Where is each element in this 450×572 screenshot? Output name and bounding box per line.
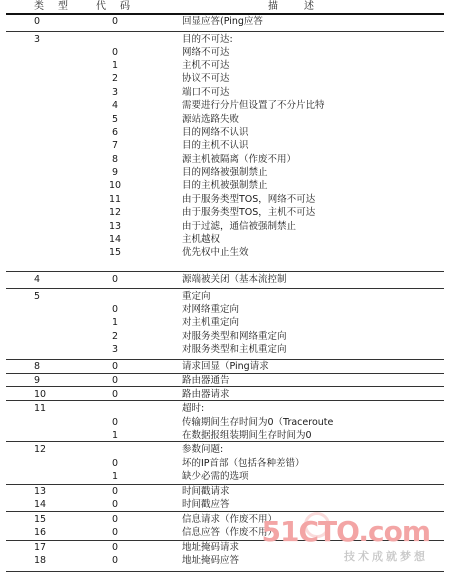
row-code: 0 — [111, 274, 119, 285]
row-code: 0 — [111, 527, 119, 538]
row-type: 8 — [34, 361, 41, 372]
row-description: 目的主机不认识 — [182, 140, 249, 151]
row-type: 4 — [34, 274, 41, 285]
row-description: 目的主机被强制禁止 — [182, 180, 268, 191]
row-code: 0 — [111, 389, 119, 400]
row-description: 回显应答(Ping应答 — [182, 16, 263, 27]
row-code: 15 — [108, 247, 122, 258]
row-description: 地址掩码请求 — [182, 542, 240, 553]
row-divider — [6, 386, 444, 387]
row-code: 1 — [111, 60, 119, 71]
row-code: 8 — [111, 154, 119, 165]
row-description: 信息应答（作废不用） — [182, 527, 278, 538]
row-description: 由于服务类型TOS，主机不可达 — [182, 207, 316, 218]
row-divider — [6, 359, 444, 360]
row-code: 3 — [111, 87, 119, 98]
row-code: 10 — [108, 180, 122, 191]
row-type: 5 — [34, 291, 41, 302]
row-description: 对网络重定向 — [182, 304, 240, 315]
row-code: 9 — [111, 167, 119, 178]
row-code: 0 — [111, 486, 119, 497]
row-code: 0 — [111, 458, 119, 469]
row-type: 12 — [34, 444, 47, 455]
row-description: 时间戳请求 — [182, 486, 230, 497]
row-description: 目的网络被强制禁止 — [182, 167, 268, 178]
row-code: 0 — [111, 47, 119, 58]
watermark-slogan: 技术成就梦想 — [344, 550, 428, 563]
row-description: 对主机重定向 — [182, 317, 240, 328]
row-code: 1 — [111, 471, 119, 482]
row-code: 0 — [111, 514, 119, 525]
row-code: 1 — [111, 317, 119, 328]
row-description: 路由器请求 — [182, 389, 230, 400]
row-code: 3 — [111, 344, 119, 355]
row-description: 缺少必需的选项 — [182, 471, 249, 482]
row-description: 协议不可达 — [182, 73, 230, 84]
row-description: 源端被关闭（基本流控制 — [182, 274, 287, 285]
row-description: 请求回显（Ping请求 — [182, 361, 269, 372]
row-description: 对服务类型和网络重定向 — [182, 331, 287, 342]
row-type: 14 — [34, 499, 47, 510]
row-code: 6 — [111, 127, 119, 138]
row-description: 目的不可达: — [182, 34, 233, 45]
header-code: 代 码 — [96, 1, 132, 12]
row-type: 18 — [34, 555, 47, 566]
row-description: 传输期间生存时间为0（Traceroute — [182, 417, 334, 428]
row-type: 11 — [34, 403, 47, 414]
row-description: 参数问题: — [182, 444, 224, 455]
row-divider — [6, 373, 444, 374]
row-code: 5 — [111, 114, 119, 125]
row-code: 1 — [111, 430, 119, 441]
header-type: 类 型 — [34, 1, 70, 12]
header-description: 描 述 — [268, 1, 316, 12]
row-description: 对服务类型和主机重定向 — [182, 344, 287, 355]
row-description: 目的网络不认识 — [182, 127, 249, 138]
row-divider — [6, 400, 444, 401]
row-code: 2 — [111, 331, 119, 342]
row-description: 优先权中止生效 — [182, 247, 249, 258]
row-type: 3 — [34, 34, 41, 45]
row-description: 需要进行分片但设置了不分片比特 — [182, 100, 325, 111]
row-code: 12 — [108, 207, 122, 218]
row-description: 主机不可达 — [182, 60, 230, 71]
watermark-brand: 51CTO.com — [261, 515, 430, 548]
row-code: 4 — [111, 100, 119, 111]
row-description: 源站选路失败 — [182, 114, 240, 125]
row-description: 路由器通告 — [182, 375, 230, 386]
row-code: 0 — [111, 417, 119, 428]
row-divider — [6, 441, 444, 442]
row-code: 11 — [108, 194, 122, 205]
row-description: 主机越权 — [182, 234, 221, 245]
row-divider — [6, 288, 444, 289]
row-code: 14 — [108, 234, 122, 245]
row-type: 17 — [34, 542, 47, 553]
row-divider — [6, 271, 444, 272]
row-code: 0 — [111, 361, 119, 372]
row-description: 信息请求（作废不用） — [182, 514, 278, 525]
row-description: 时间戳应答 — [182, 499, 230, 510]
row-description: 网络不可达 — [182, 47, 230, 58]
header-rule — [6, 13, 444, 15]
row-code: 0 — [111, 375, 119, 386]
row-code: 0 — [111, 499, 119, 510]
row-description: 由于服务类型TOS，网络不可达 — [182, 194, 316, 205]
row-code: 0 — [111, 16, 119, 27]
row-code: 0 — [111, 555, 119, 566]
row-divider — [6, 511, 444, 512]
row-code: 0 — [111, 304, 119, 315]
row-description: 地址掩码应答 — [182, 555, 240, 566]
row-type: 15 — [34, 514, 47, 525]
row-type: 0 — [34, 16, 41, 27]
row-type: 9 — [34, 375, 41, 386]
row-type: 13 — [34, 486, 47, 497]
row-divider — [6, 31, 444, 32]
row-description: 超时: — [182, 403, 205, 414]
row-code: 7 — [111, 140, 119, 151]
row-description: 端口不可达 — [182, 87, 230, 98]
row-description: 在数据报组装期间生存时间为0 — [182, 430, 312, 441]
row-type: 16 — [34, 527, 47, 538]
row-description: 由于过滤，通信被强制禁止 — [182, 221, 297, 232]
row-code: 13 — [108, 221, 122, 232]
row-description: 源主机被隔离（作废不用） — [182, 154, 297, 165]
row-description: 重定向 — [182, 291, 211, 302]
row-code: 0 — [111, 542, 119, 553]
row-description: 坏的IP首部（包括各种差错） — [182, 458, 305, 469]
row-code: 2 — [111, 73, 119, 84]
row-divider — [6, 484, 444, 485]
row-type: 10 — [34, 389, 47, 400]
